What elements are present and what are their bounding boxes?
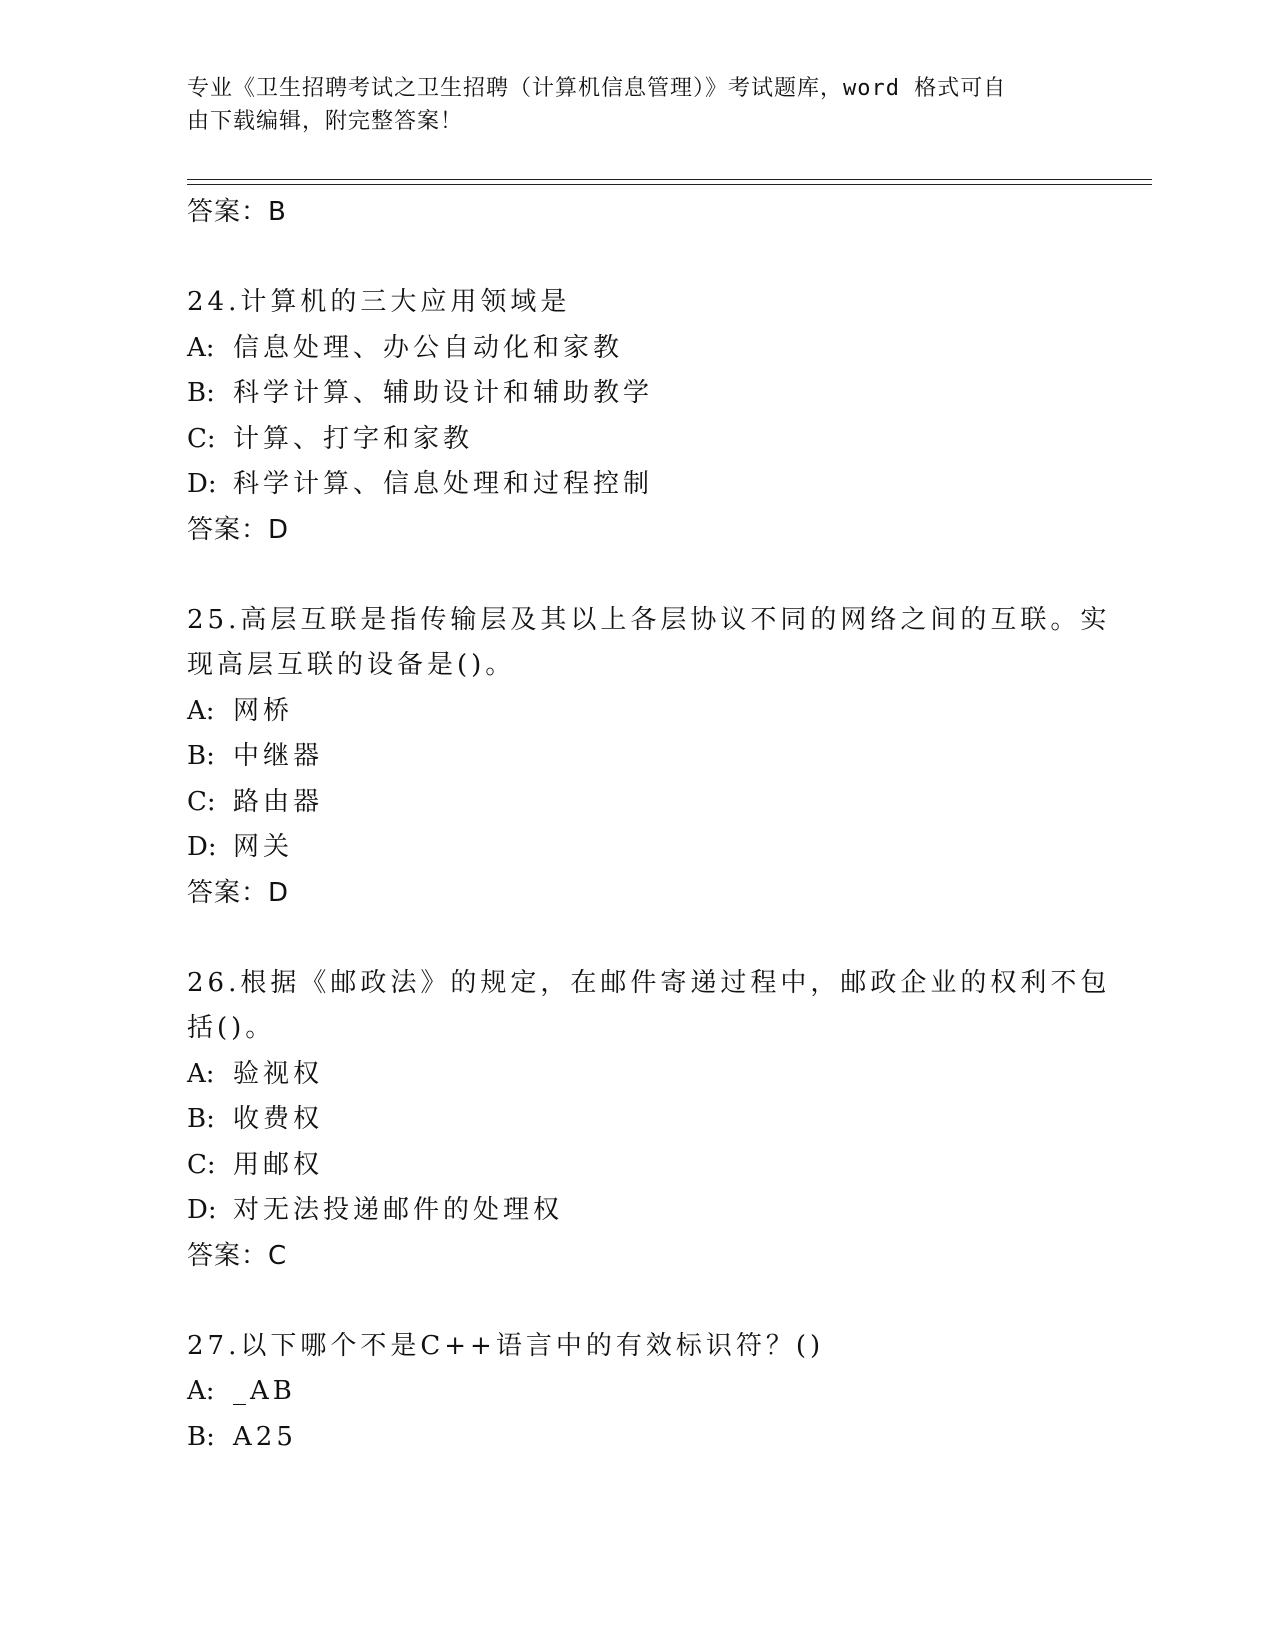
question-26 [187,961,1111,1234]
option-d: D: 对无法投递邮件的处理权 [187,1195,564,1225]
question-text-cont: 现高层互联的设备是()。 [187,650,516,680]
header-line-2: 由下载编辑，附完整答案！ [187,109,464,134]
question-text: 26.根据《邮政法》的规定，在邮件寄递过程中，邮政企业的权利不包 [187,967,1111,998]
option-c: C: 用邮权 [187,1149,324,1180]
question-list [187,190,1111,1460]
question-text: 24.计算机的三大应用领域是 [187,287,571,317]
header-divider-bottom [187,184,1152,185]
option-a: A: 验视权 [187,1058,324,1089]
option-b: B: 收费权 [187,1104,324,1134]
header-divider-top [187,179,1152,180]
question-24 [187,280,1087,508]
option-a: A: 信息处理、办公自动化和家教 [187,332,624,363]
option-b: B: 科学计算、辅助设计和辅助教学 [187,378,654,408]
option-b: B: 中继器 [187,741,324,771]
option-b: B: A25 [187,1421,297,1452]
option-c: C: 路由器 [187,786,324,817]
answer-q25: 答案：D [187,877,290,908]
option-c: C: 计算、打字和家教 [187,423,474,454]
answer-q26: 答案：C [187,1240,288,1271]
question-25 [187,598,1111,871]
question-text: 27.以下哪个不是C++语言中的有效标识符？() [187,1330,825,1361]
question-text: 25.高层互联是指传输层及其以上各层协议不同的网络之间的互联。实 [187,604,1111,635]
option-a: A: _AB [187,1376,296,1406]
document-header [187,72,1067,138]
option-d: D: 科学计算、信息处理和过程控制 [187,469,654,499]
header-line-1: 专业《卫生招聘考试之卫生招聘（计算机信息管理）》考试题库，word 格式可自 [187,76,1007,101]
option-a: A: 网桥 [187,695,294,726]
answer-q24: 答案：D [187,514,290,545]
option-d: D: 网关 [187,832,294,862]
question-text-cont: 括()。 [187,1013,276,1043]
question-27 [187,1324,1087,1461]
answer-q23: 答案：B [187,197,287,227]
